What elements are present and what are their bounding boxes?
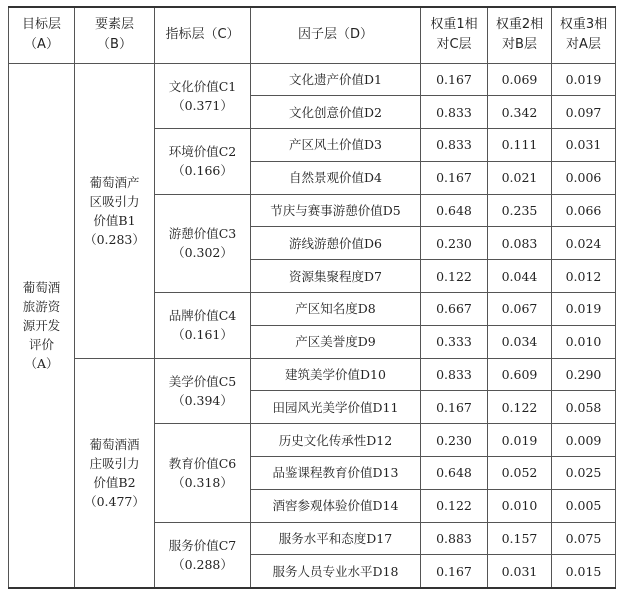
factor-cell: 资源集聚程度D7 (251, 260, 421, 293)
header-element-line2: （B） (97, 37, 132, 53)
header-weight1-line2: 对C层 (436, 37, 472, 53)
weight3-cell: 0.015 (552, 555, 616, 588)
weight1-cell: 0.833 (421, 358, 488, 391)
weight1-cell: 0.167 (421, 391, 488, 424)
element-line: 葡萄酒产 (89, 174, 140, 190)
weight2-cell: 0.021 (488, 161, 552, 194)
weight3-cell: 0.009 (552, 424, 616, 457)
header-weight1-line1: 权重1相 (430, 17, 478, 33)
header-element-line1: 要素层 (94, 17, 134, 33)
indicator-weight: （0.288） (172, 556, 233, 572)
factor-cell: 品鉴课程教育价值D13 (251, 457, 421, 490)
weight1-cell: 0.167 (421, 161, 488, 194)
element-line: 价值B1 (93, 212, 136, 228)
weight3-cell: 0.006 (552, 161, 616, 194)
header-weight1 (421, 7, 488, 63)
indicator-label: 美学价值C5 (168, 373, 237, 389)
weight1-cell: 0.230 (421, 424, 488, 457)
weight3-cell: 0.024 (552, 227, 616, 260)
weight3-cell: 0.005 (552, 489, 616, 522)
indicator-cell-c2 (155, 129, 251, 195)
target-line: 旅游资 (22, 298, 61, 314)
indicator-weight: （0.302） (172, 245, 233, 261)
weight3-cell: 0.025 (552, 457, 616, 490)
weight3-cell: 0.019 (552, 293, 616, 326)
indicator-weight: （0.318） (172, 474, 233, 490)
factor-cell: 文化创意价值D2 (251, 96, 421, 129)
weight2-cell: 0.157 (488, 522, 552, 555)
weight-table (8, 6, 616, 589)
weight1-cell: 0.167 (421, 63, 488, 96)
header-weight2-line2: 对B层 (502, 37, 537, 53)
header-weight3 (552, 7, 616, 63)
factor-cell: 自然景观价值D4 (251, 161, 421, 194)
factor-cell: 服务人员专业水平D18 (251, 555, 421, 588)
weight2-cell: 0.019 (488, 424, 552, 457)
indicator-weight: （0.394） (172, 392, 233, 408)
table-row (9, 63, 616, 96)
indicator-cell-c1 (155, 63, 251, 129)
header-element (75, 7, 155, 63)
factor-cell: 文化遗产价值D1 (251, 63, 421, 96)
weight3-cell: 0.031 (552, 129, 616, 162)
header-weight2 (488, 7, 552, 63)
weight3-cell: 0.075 (552, 522, 616, 555)
header-weight2-line1: 权重2相 (495, 17, 544, 33)
weight-table-container (8, 6, 615, 589)
indicator-weight: （0.161） (172, 327, 233, 343)
indicator-cell-c5 (155, 358, 251, 424)
header-target (9, 7, 75, 63)
indicator-weight: （0.166） (172, 163, 233, 179)
target-line: 源开发 (22, 317, 61, 333)
indicator-label: 服务价值C7 (168, 537, 237, 553)
weight3-cell: 0.058 (552, 391, 616, 424)
indicator-cell-c6 (155, 424, 251, 522)
element-line: （0.283） (84, 231, 145, 247)
header-target-line2: （A） (24, 37, 59, 53)
weight2-cell: 0.069 (488, 63, 552, 96)
indicator-cell-c4 (155, 293, 251, 359)
weight1-cell: 0.167 (421, 555, 488, 588)
weight2-cell: 0.342 (488, 96, 552, 129)
indicator-cell-c7 (155, 522, 251, 588)
weight3-cell: 0.019 (552, 63, 616, 96)
indicator-cell-c3 (155, 194, 251, 292)
weight2-cell: 0.034 (488, 325, 552, 358)
header-indicator: 指标层（C） (155, 7, 251, 63)
indicator-label: 教育价值C6 (168, 455, 237, 471)
target-line: 评价 (28, 336, 54, 352)
weight2-cell: 0.083 (488, 227, 552, 260)
weight2-cell: 0.235 (488, 194, 552, 227)
header-weight3-line1: 权重3相 (559, 17, 608, 33)
target-line: 葡萄酒 (22, 279, 61, 295)
element-line: 葡萄酒酒 (89, 436, 140, 452)
weight1-cell: 0.667 (421, 293, 488, 326)
indicator-label: 文化价值C1 (168, 78, 237, 94)
element-cell-b1 (75, 63, 155, 358)
indicator-weight: （0.371） (172, 97, 233, 113)
factor-cell: 产区美誉度D9 (251, 325, 421, 358)
factor-cell: 历史文化传承性D12 (251, 424, 421, 457)
weight1-cell: 0.648 (421, 457, 488, 490)
factor-cell: 产区风土价值D3 (251, 129, 421, 162)
factor-cell: 节庆与赛事游憩价值D5 (251, 194, 421, 227)
weight3-cell: 0.097 (552, 96, 616, 129)
weight2-cell: 0.052 (488, 457, 552, 490)
factor-cell: 游线游憩价值D6 (251, 227, 421, 260)
weight1-cell: 0.122 (421, 260, 488, 293)
weight2-cell: 0.111 (488, 129, 552, 162)
weight1-cell: 0.648 (421, 194, 488, 227)
weight1-cell: 0.333 (421, 325, 488, 358)
target-line: （A） (24, 355, 59, 371)
weight1-cell: 0.833 (421, 129, 488, 162)
weight3-cell: 0.010 (552, 325, 616, 358)
factor-cell: 产区知名度D8 (251, 293, 421, 326)
weight3-cell: 0.066 (552, 194, 616, 227)
indicator-label: 游憩价值C3 (168, 226, 237, 242)
table-row (9, 358, 616, 391)
factor-cell: 酒窖参观体验价值D14 (251, 489, 421, 522)
weight2-cell: 0.010 (488, 489, 552, 522)
indicator-label: 环境价值C2 (168, 144, 237, 160)
factor-cell: 建筑美学价值D10 (251, 358, 421, 391)
weight3-cell: 0.290 (552, 358, 616, 391)
weight2-cell: 0.067 (488, 293, 552, 326)
weight1-cell: 0.883 (421, 522, 488, 555)
weight2-cell: 0.609 (488, 358, 552, 391)
header-row (9, 7, 616, 63)
target-cell (9, 63, 75, 588)
factor-cell: 田园风光美学价值D11 (251, 391, 421, 424)
element-line: 庄吸引力 (89, 455, 140, 471)
element-cell-b2 (75, 358, 155, 588)
element-line: 价值B2 (93, 474, 136, 490)
weight1-cell: 0.833 (421, 96, 488, 129)
element-line: （0.477） (84, 493, 145, 509)
weight2-cell: 0.044 (488, 260, 552, 293)
element-line: 区吸引力 (89, 193, 140, 209)
header-weight3-line2: 对A层 (566, 37, 601, 53)
header-target-line1: 目标层 (21, 17, 61, 33)
weight3-cell: 0.012 (552, 260, 616, 293)
header-factor: 因子层（D） (251, 7, 421, 63)
weight1-cell: 0.122 (421, 489, 488, 522)
weight2-cell: 0.122 (488, 391, 552, 424)
weight1-cell: 0.230 (421, 227, 488, 260)
weight2-cell: 0.031 (488, 555, 552, 588)
factor-cell: 服务水平和态度D17 (251, 522, 421, 555)
indicator-label: 品牌价值C4 (168, 308, 237, 324)
